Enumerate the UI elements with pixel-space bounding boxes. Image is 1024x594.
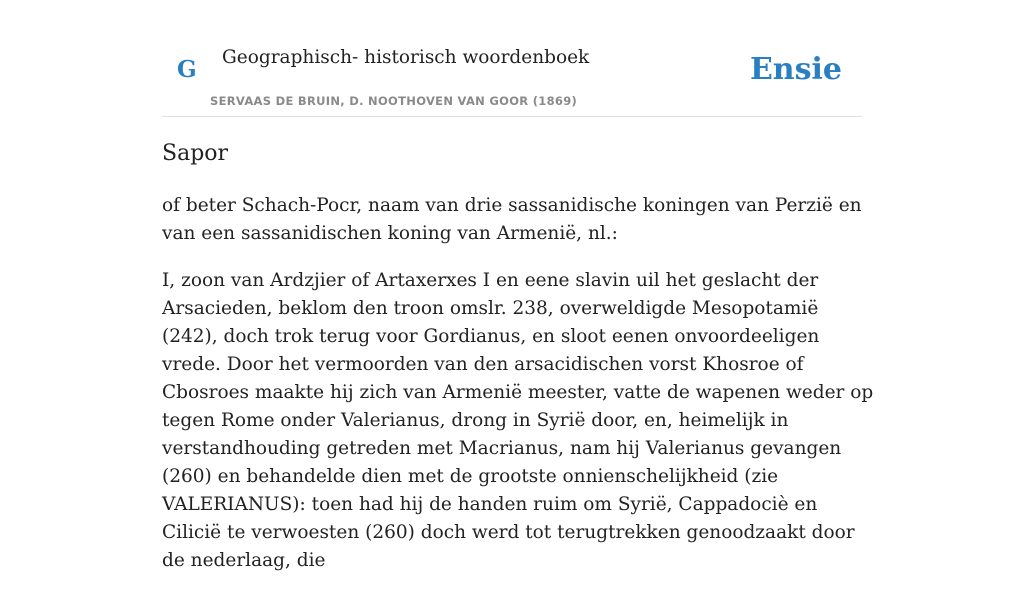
- ensie-logo-link[interactable]: Ensie: [749, 52, 842, 87]
- entry-title: Sapor: [162, 141, 229, 166]
- entry-paragraph-sapor-i: I, zoon van Ardzjier of Artaxerxes I en eene slavin uil het geslacht der Arsacieden, beklom den troon omslr. 238, overweldigde Mesopotamië (242), doch trok terug voor Gordianus, en sloot eenen onvoordeeligen vrede. Door het vermoorden van den arsacidischen vorst Khosroe of Cbosroes maakte hij zich van Armenië meester, vatte de wapenen weder op tegen Rome onder Valerianus, drong in Syrië door, en, heimelijk in verstandhouding getreden met Macrianus, nam hij Valerianus gevangen (260) en behandelde dien met de grootste onnienschelijkheid (zie VALERIANUS): toen had hij de handen ruim om Syrië, Cappadociè en Cilicië te verwoesten (260) doch werd tot terugtrekken genoodzaakt door de nederlaag, die: [162, 270, 874, 571]
- book-logo-letter[interactable]: G: [177, 56, 197, 83]
- book-header: [162, 0, 862, 117]
- entry-body: [162, 192, 874, 594]
- book-authors: SERVAAS DE BRUIN, D. NOOTHOVEN VAN GOOR (1869): [210, 94, 578, 108]
- entry-paragraph-intro: of beter Schach-Pocr, naam van drie sassanidische koningen van Perzië en van een sassanidischen koning van Armenië, nl.:: [162, 195, 862, 244]
- book-title-link[interactable]: Geographisch- historisch woordenboek: [222, 47, 590, 68]
